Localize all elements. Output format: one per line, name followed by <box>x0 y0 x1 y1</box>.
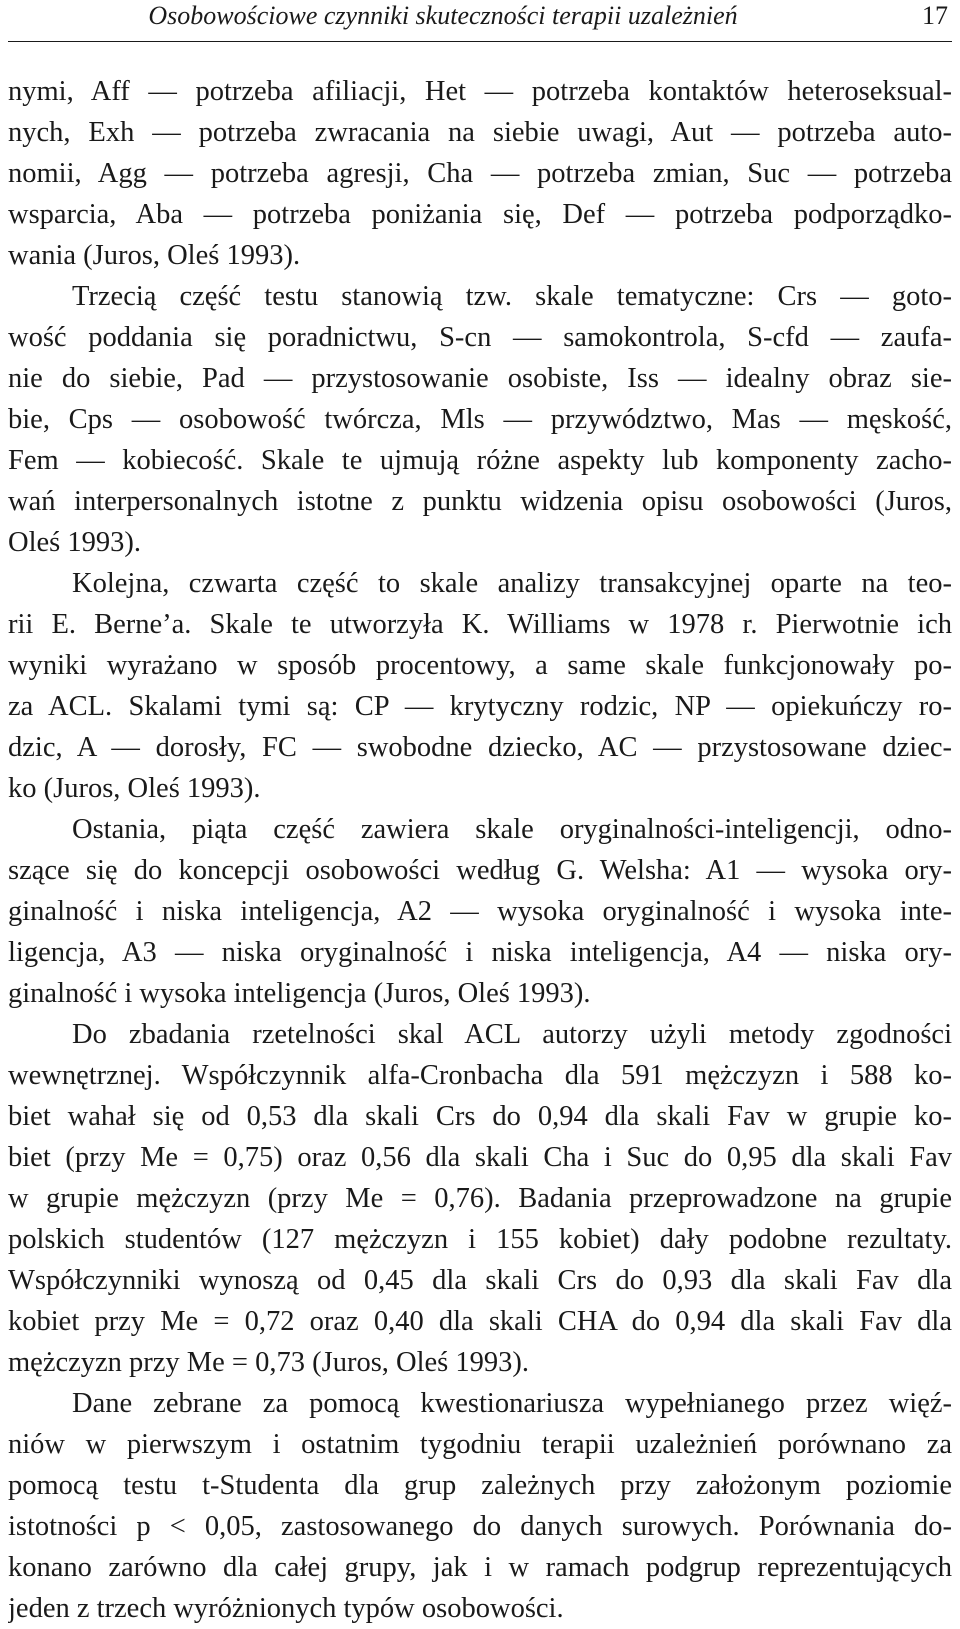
text-line: ligencja, A3 — niska oryginalność i niska inteligencja, A4 — niska ory- <box>8 937 952 968</box>
paragraph <box>8 563 952 809</box>
text-line: biet wahał się od 0,53 dla skali Crs do 0,94 dla skali Fav w grupie ko- <box>8 1101 952 1132</box>
body-text <box>8 71 952 1629</box>
text-line: wań interpersonalnych istotne z punktu widzenia opisu osobowości (Juros, <box>8 486 952 517</box>
text-line: biet (przy Me = 0,75) oraz 0,56 dla skali Cha i Suc do 0,95 dla skali Fav <box>8 1142 952 1173</box>
paragraph <box>8 276 952 563</box>
running-title: Osobowościowe czynniki skuteczności terapii uzależnień <box>148 1 738 30</box>
text-line: za ACL. Skalami tymi są: CP — krytyczny rodzic, NP — opiekuńczy ro- <box>8 691 952 722</box>
paragraph <box>8 71 952 276</box>
text-line: wyniki wyrażano w sposób procentowy, a same skale funkcjonowały po- <box>8 650 952 681</box>
text-line: polskich studentów (127 mężczyzn i 155 kobiet) dały podobne rezultaty. <box>8 1224 952 1255</box>
paragraph <box>8 1014 952 1383</box>
text-line: Do zbadania rzetelności skal ACL autorzy użyli metody zgodności <box>72 1019 952 1050</box>
text-line: istotności p < 0,05, zastosowanego do danych surowych. Porównania do- <box>8 1511 952 1542</box>
text-line: mężczyzn przy Me = 0,73 (Juros, Oleś 1993). <box>8 1347 530 1378</box>
text-line: rii E. Berne’a. Skale te utworzyła K. Williams w 1978 r. Pierwotnie ich <box>8 609 952 640</box>
page-number: 17 <box>922 1 948 30</box>
text-line: Ostania, piąta część zawiera skale oryginalności-inteligencji, odno- <box>72 814 952 845</box>
text-line: Fem — kobiecość. Skale te ujmują różne aspekty lub komponenty zacho- <box>8 445 952 476</box>
text-line: nych, Exh — potrzeba zwracania na siebie uwagi, Aut — potrzeba auto- <box>8 117 952 148</box>
text-line: bie, Cps — osobowość twórcza, Mls — przywództwo, Mas — męskość, <box>8 404 952 435</box>
text-line: nie do siebie, Pad — przystosowanie osobiste, Iss — idealny obraz sie- <box>8 363 952 394</box>
text-line: ko (Juros, Oleś 1993). <box>8 773 261 804</box>
text-line: wsparcia, Aba — potrzeba poniżania się, Def — potrzeba podporządko- <box>8 199 952 230</box>
paragraph <box>8 809 952 1014</box>
text-line: szące się do koncepcji osobowości według G. Welsha: A1 — wysoka ory- <box>8 855 952 886</box>
text-line: nomii, Agg — potrzeba agresji, Cha — potrzeba zmian, Suc — potrzeba <box>8 158 952 189</box>
text-line: Trzecią część testu stanowią tzw. skale tematyczne: Crs — goto- <box>72 281 952 312</box>
text-line: dzic, A — dorosły, FC — swobodne dziecko, AC — przystosowane dziec- <box>8 732 952 763</box>
text-line: kobiet przy Me = 0,72 oraz 0,40 dla skali CHA do 0,94 dla skali Fav dla <box>8 1306 952 1337</box>
text-line: w grupie mężczyzn (przy Me = 0,76). Badania przeprowadzone na grupie <box>8 1183 952 1214</box>
text-line: nymi, Aff — potrzeba afiliacji, Het — potrzeba kontaktów heteroseksual- <box>8 76 952 107</box>
text-line: Współczynniki wynoszą od 0,45 dla skali Crs do 0,93 dla skali Fav dla <box>8 1265 952 1296</box>
paragraph <box>8 1383 952 1629</box>
text-line: niów w pierwszym i ostatnim tygodniu terapii uzależnień porównano za <box>8 1429 952 1460</box>
text-line: konano zarówno dla całej grupy, jak i w ramach podgrup reprezentujących <box>8 1552 952 1583</box>
text-line: Oleś 1993). <box>8 527 141 558</box>
text-line: wania (Juros, Oleś 1993). <box>8 240 301 271</box>
text-line: pomocą testu t-Studenta dla grup zależnych przy założonym poziomie <box>8 1470 952 1501</box>
text-line: wość poddania się poradnictwu, S-cn — samokontrola, S-cfd — zaufa- <box>8 322 952 353</box>
text-line: ginalność i niska inteligencja, A2 — wysoka oryginalność i wysoka inte- <box>8 896 952 927</box>
text-line: Dane zebrane za pomocą kwestionariusza wypełnianego przez więź- <box>72 1388 952 1419</box>
text-line: Kolejna, czwarta część to skale analizy transakcyjnej oparte na teo- <box>72 568 952 599</box>
text-line: wewnętrznej. Współczynnik alfa-Cronbacha dla 591 mężczyzn i 588 ko- <box>8 1060 952 1091</box>
text-line: ginalność i wysoka inteligencja (Juros, Oleś 1993). <box>8 978 591 1009</box>
header-rule <box>8 41 952 42</box>
text-line: jeden z trzech wyróżnionych typów osobowości. <box>8 1593 564 1624</box>
running-header <box>8 0 952 36</box>
